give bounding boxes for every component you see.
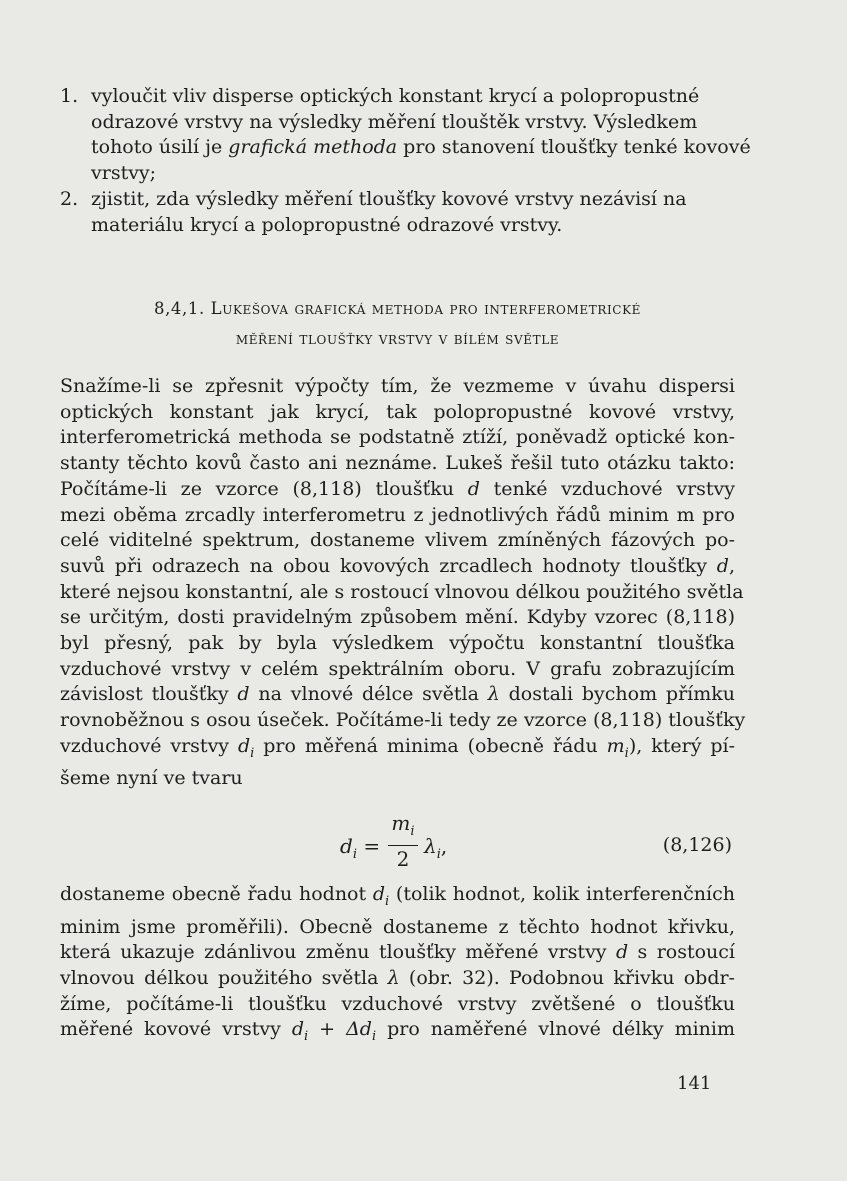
text-line: odrazové vrstvy na výsledky měření tlouštěk vrstvy. Výsledkem xyxy=(91,110,698,133)
text-line: celé viditelné spektrum, dostaneme vlivem zmíněných fázových po- xyxy=(60,529,735,552)
text-line: vzduchové vrstvy v celém spektrálním oboru. V grafu zobrazujícím xyxy=(60,657,735,680)
text-line: minim jsme proměřili). Obecně dostaneme z těchto hodnot křivku, xyxy=(60,915,735,938)
text-line: vzduchové vrstvy $d_i$ pro měřená minima (obecně řádu $m_i$), který pí- xyxy=(60,734,736,761)
text-line: rovnoběžnou s osou úseček. Počítáme-li tedy ze vzorce (8,118) tloušťky xyxy=(60,709,746,732)
text-line: vlnovou délkou použitého světla λ (obr. 32). Podobnou křivku obdr- xyxy=(60,966,735,989)
list-number: 1. xyxy=(60,85,79,107)
numbered-list xyxy=(60,84,751,238)
text-line: se určitým, dosti pravidelným způsobem mění. Kdyby vzorec (8,118) xyxy=(60,606,735,629)
rhs-sub: i xyxy=(436,847,441,862)
paragraph-2 xyxy=(60,882,735,1050)
fraction xyxy=(388,812,418,870)
text-line: která ukazuje zdánlivou změnu tloušťky měřené vrstvy d s rostoucí xyxy=(60,941,735,964)
lhs-var: d xyxy=(340,834,353,858)
fraction-denominator: 2 xyxy=(396,847,410,871)
text-line: dostaneme obecně řadu hodnot $d_i$ (tolik hodnot, kolik interferenčních xyxy=(60,883,735,909)
section-heading xyxy=(60,294,735,354)
text-line: šeme nyní ve tvaru xyxy=(60,767,243,790)
text-fragment: tohoto úsilí je xyxy=(91,136,229,159)
text-line: Snažíme-li se zpřesnit výpočty tím, že vezmeme v úvahu dispersi xyxy=(60,375,735,397)
rhs-var: λ xyxy=(424,834,437,858)
text-line: měřené kovové vrstvy $d_i + \Delta d_i$ pro naměřené vlnové délky minim xyxy=(60,1018,736,1045)
text-line: které nejsou konstantní, ale s rostoucí vlnovou délkou použitého světla xyxy=(60,580,744,603)
fraction-bar xyxy=(388,845,418,846)
lhs-sub: i xyxy=(352,847,357,862)
section-number: 8,4,1. xyxy=(153,299,205,318)
equation-8-126 xyxy=(60,812,732,872)
paragraph-1 xyxy=(60,374,746,792)
equation-lhs xyxy=(340,834,380,862)
equation-rhs xyxy=(424,834,447,862)
fraction-numerator xyxy=(388,812,418,843)
equation-number: (8,126) xyxy=(662,834,732,856)
text-line: optických konstant jak krycí, tak polopropustné kovové vrstvy, xyxy=(60,400,735,423)
list-item-2 xyxy=(60,187,735,238)
text-line: byl přesný, pak by byla výsledkem výpočtu konstantní tloušťka xyxy=(60,632,735,655)
text-fragment: pro stanovení tloušťky tenké kovové xyxy=(397,136,751,159)
list-item-1 xyxy=(60,84,751,187)
equals-sign: = xyxy=(363,834,381,858)
text-line: vyloučit vliv disperse optických konstant krycí a polopropustné xyxy=(91,85,700,107)
text-line: materiálu krycí a polopropustné odrazové vrstvy. xyxy=(91,213,563,236)
num-sub: i xyxy=(410,824,415,839)
heading-line-2: měření tloušťky vrstvy v bílém světle xyxy=(235,329,560,348)
heading-title: Lukešova grafická methoda pro interferometrické xyxy=(210,299,642,318)
text-line xyxy=(91,135,751,161)
trailing-comma: , xyxy=(440,834,448,858)
text-line: suvů při odrazech na obou kovových zrcadlech hodnoty tloušťky d, xyxy=(60,554,735,577)
page-number: 141 xyxy=(677,1073,712,1094)
text-line: interferometrická methoda se podstatně ztíží, poněvadž optické kon- xyxy=(60,426,735,449)
text-line: žíme, počítáme-li tloušťku vzduchové vrstvy zvětšené o tloušťku xyxy=(60,992,735,1015)
text-line: zjistit, zda výsledky měření tloušťky kovové vrstvy nezávisí na xyxy=(91,187,687,210)
text-line: závislost tloušťky d na vlnové délce světla λ dostali bychom přímku xyxy=(60,683,735,706)
list-number: 2. xyxy=(60,187,79,210)
num-var: m xyxy=(391,811,411,835)
heading-line-1 xyxy=(60,294,735,324)
text-line: stanty těchto kovů často ani neznáme. Lukeš řešil tuto otázku takto: xyxy=(60,452,735,475)
text-line: vrstvy; xyxy=(91,162,157,185)
emphasis-text: grafická methoda xyxy=(228,136,398,159)
text-line: Počítáme-li ze vzorce (8,118) tloušťku d tenké vzduchové vrstvy xyxy=(60,477,736,500)
text-line: mezi oběma zrcadly interferometru z jednotlivých řádů minim m pro xyxy=(60,503,735,526)
